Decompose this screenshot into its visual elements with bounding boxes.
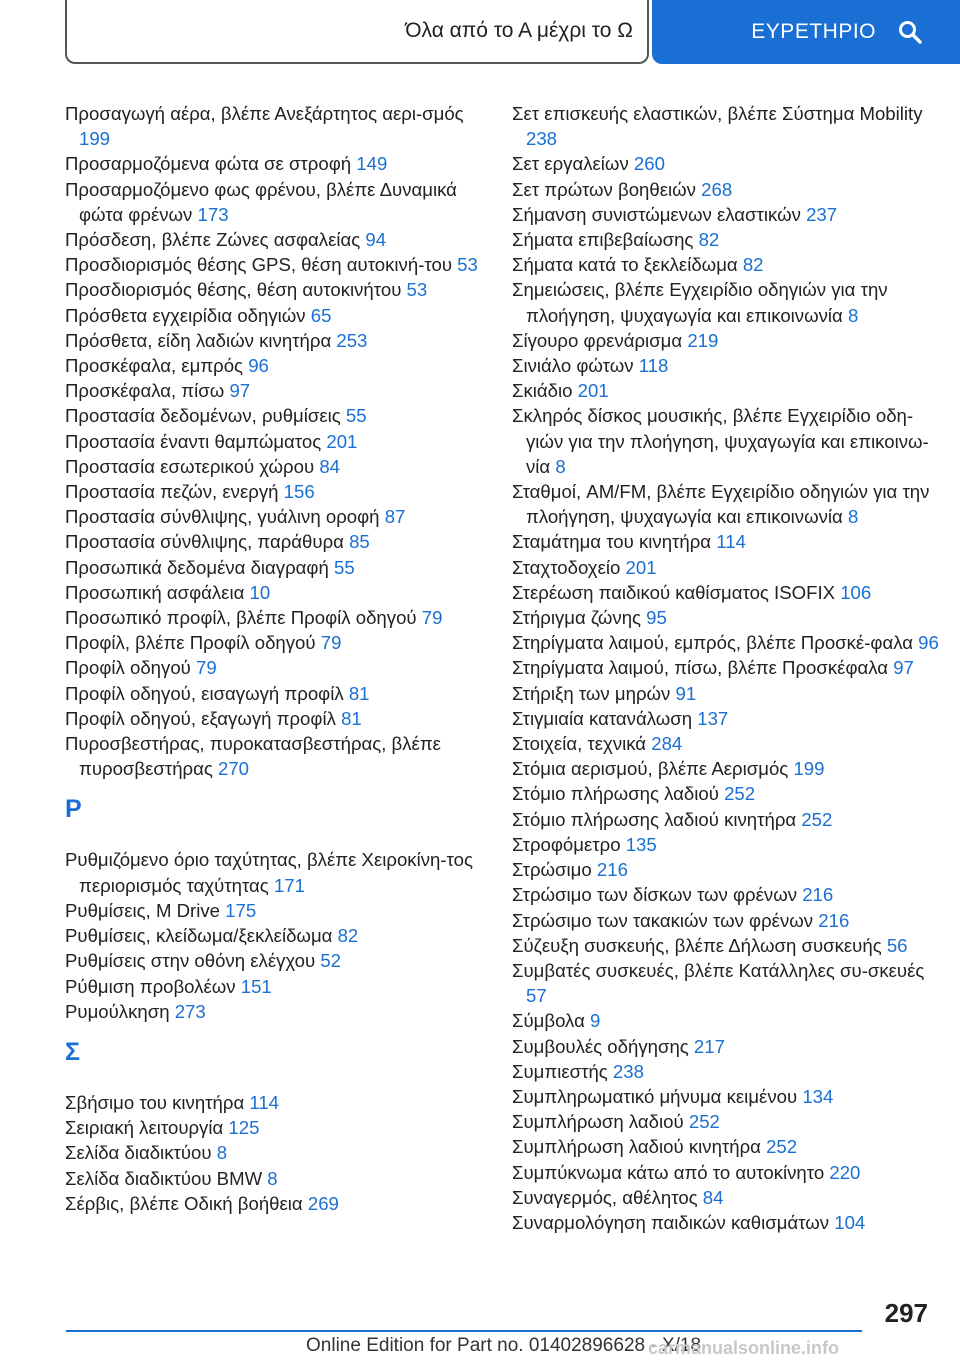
page-link[interactable]: 97 — [893, 657, 914, 679]
page-link[interactable]: 10 — [249, 581, 271, 603]
index-entry — [512, 807, 942, 832]
page-link[interactable]: 252 — [688, 1111, 720, 1133]
index-entry — [512, 1160, 942, 1185]
page-link[interactable]: 55 — [345, 405, 367, 427]
page-link[interactable]: 135 — [625, 833, 657, 855]
page-link[interactable]: 57 — [526, 985, 547, 1007]
index-entry-term: Προφίλ, βλέπε Προφίλ οδηγού — [65, 632, 316, 654]
page-link[interactable]: 81 — [348, 682, 370, 704]
index-entry — [65, 923, 490, 948]
index-entry — [512, 882, 942, 907]
page-link[interactable]: 8 — [216, 1142, 228, 1164]
page-link[interactable]: 201 — [326, 430, 358, 452]
tab-a-to-z[interactable] — [65, 0, 649, 64]
index-entry — [65, 403, 490, 428]
index-entry — [65, 151, 490, 176]
index-entry — [65, 479, 490, 504]
index-entry-term: Σετ πρώτων βοηθειών — [512, 178, 696, 200]
index-entry — [512, 605, 942, 630]
index-entry-term: Συναγερμός, αθέλητος — [512, 1186, 698, 1208]
index-column-right — [512, 101, 942, 1235]
index-entry-term: Συμπλήρωση λαδιού — [512, 1111, 684, 1133]
page-link[interactable]: 125 — [228, 1117, 260, 1139]
page-link[interactable]: 8 — [847, 304, 859, 326]
index-entry — [65, 974, 490, 999]
index-entry-term: Συναρμολόγηση παιδικών καθισμάτων — [512, 1211, 830, 1233]
page-link[interactable]: 238 — [526, 128, 558, 150]
page-link[interactable]: 199 — [79, 128, 111, 150]
page-link[interactable]: 173 — [197, 203, 229, 225]
page-link[interactable]: 217 — [693, 1035, 725, 1057]
page-link[interactable]: 79 — [196, 657, 217, 679]
page-link[interactable]: 216 — [802, 884, 834, 906]
index-entry — [512, 1084, 942, 1109]
index-entry-term: Ρυμούλκηση — [65, 1000, 170, 1022]
page-link[interactable]: 137 — [697, 707, 729, 729]
page-link[interactable]: 91 — [675, 682, 697, 704]
page-link[interactable]: 151 — [240, 975, 272, 997]
index-entry-term: Σήματα κατά το ξεκλείδωμα — [512, 254, 738, 276]
page-link[interactable]: 199 — [793, 758, 825, 780]
page-link[interactable]: 8 — [847, 506, 859, 528]
index-entry — [65, 999, 490, 1024]
index-entry-term: Συμπύκνωμα κάτω από το αυτοκίνητο — [512, 1161, 825, 1183]
index-entry-term: Στόμια αερισμού, βλέπε Αερισμός — [512, 758, 789, 780]
index-entry-term: Στήριγμα ζώνης — [512, 607, 641, 629]
page-link[interactable]: 171 — [273, 874, 305, 896]
index-entry — [512, 756, 942, 781]
index-entry — [65, 605, 490, 630]
page-link[interactable]: 273 — [174, 1000, 206, 1022]
index-entry-term: Προσωπικά δεδομένα διαγραφή — [65, 556, 329, 578]
index-entry-term: Προσαγωγή αέρα, βλέπε Ανεξάρτητος αερι‐σμός — [65, 103, 464, 124]
index-entry-term: Στερέωση παιδικού καθίσματος ISOFIX — [512, 581, 836, 603]
index-entry-term: Προσδιορισμός θέσης GPS, θέση αυτοκινή‐του — [65, 254, 452, 276]
index-entry-term: Σκιάδιο — [512, 380, 573, 402]
index-entry — [512, 555, 942, 580]
index-entry — [512, 630, 942, 655]
index-entry — [65, 303, 490, 328]
index-entry — [65, 529, 490, 554]
index-entry-term: Πρόσθετα, είδη λαδιών κινητήρα — [65, 329, 332, 351]
page-link[interactable]: 96 — [248, 355, 269, 377]
index-entry-term: Σταθμοί, AM/FM, βλέπε Εγχειρίδιο οδηγιών για την πλοήγηση, ψυχαγωγία και επικοινωνία — [512, 481, 930, 528]
index-entry-term: Προστασία πεζών, ενεργή — [65, 481, 279, 503]
index-entry-term: Σειριακή λειτουργία — [65, 1117, 224, 1139]
index-entry — [512, 227, 942, 252]
index-entry-term: Στρώσιμο — [512, 859, 592, 881]
page-link[interactable]: 252 — [724, 783, 756, 805]
index-entry-term: Ρυθμίσεις, κλείδωμα/ξεκλείδωμα — [65, 925, 333, 947]
page-link[interactable]: 79 — [320, 632, 342, 654]
page-link[interactable]: 9 — [590, 1010, 601, 1032]
index-entry-term: Προσκέφαλα, εμπρός — [65, 355, 244, 377]
page-link[interactable]: 175 — [225, 899, 257, 921]
index-entry — [65, 504, 490, 529]
page-link[interactable]: 268 — [701, 178, 733, 200]
index-entry — [512, 958, 942, 1008]
page-link[interactable]: 260 — [633, 153, 665, 175]
page-link[interactable]: 270 — [218, 758, 250, 780]
index-entry-term: Συμπλήρωση λαδιού κινητήρα — [512, 1136, 761, 1158]
index-entry-term: Σήματα επιβεβαίωσης — [512, 229, 694, 251]
index-entry-term: Σινιάλο φώτων — [512, 355, 634, 377]
search-icon[interactable] — [898, 20, 922, 44]
index-entry — [512, 580, 942, 605]
index-entry-term: Ρυθμίσεις, M Drive — [65, 899, 220, 921]
watermark-text: carmanualsonline.info — [648, 1338, 840, 1358]
page-link[interactable]: 149 — [356, 153, 388, 175]
edition-footer: Online Edition for Part no. 01402896628 - X/18 — [306, 1335, 702, 1356]
page-link[interactable]: 79 — [421, 607, 443, 629]
page-link[interactable]: 65 — [310, 304, 332, 326]
index-entry — [65, 227, 490, 252]
index-entry — [512, 933, 942, 958]
tab-a-to-z-label: Όλα από το Α μέχρι το Ω — [405, 19, 633, 42]
index-entry-term: Στήριξη των μηρών — [512, 682, 671, 704]
tab-index[interactable] — [652, 0, 960, 64]
page-link[interactable]: 219 — [687, 329, 719, 351]
page-link[interactable]: 201 — [577, 380, 609, 402]
index-entry — [65, 948, 490, 973]
index-entry-term: Στοιχεία, τεχνικά — [512, 733, 647, 755]
index-entry-term: Προσωπικό προφίλ, βλέπε Προφίλ οδηγού — [65, 607, 417, 629]
index-entry-term: Σελίδα διαδικτύου — [65, 1142, 212, 1164]
index-entry-term: Στιγμιαία κατανάλωση — [512, 707, 693, 729]
index-entry-term: Στηρίγματα λαιμού, πίσω, βλέπε Προσκέφαλα — [512, 657, 889, 679]
index-entry — [65, 580, 490, 605]
section-letter: Σ — [65, 1037, 81, 1066]
page-link[interactable]: 84 — [319, 455, 341, 477]
page-link[interactable]: 56 — [886, 934, 908, 956]
index-entry — [65, 847, 490, 897]
index-entry — [512, 908, 942, 933]
index-entry-term: Σελίδα διαδικτύου BMW — [65, 1167, 263, 1189]
index-entry — [65, 101, 490, 151]
index-entry — [512, 832, 942, 857]
index-entry-term: Σήμανση συνιστώμενων ελαστικών — [512, 203, 801, 225]
index-entry — [512, 529, 942, 554]
page-link[interactable]: 238 — [612, 1060, 644, 1082]
index-entry-term: Πυροσβεστήρας, πυροκατασβεστήρας, βλέπε πυροσβεστήρας — [65, 733, 441, 780]
index-entry-term: Προσωπική ασφάλεια — [65, 581, 245, 603]
index-entry-term: Προστασία εσωτερικού χώρου — [65, 455, 315, 477]
page-link[interactable]: 216 — [818, 909, 850, 931]
index-entry — [65, 1090, 490, 1115]
index-entry-term: Στρώσιμο των δίσκων των φρένων — [512, 884, 798, 906]
index-entry-term: Προφίλ οδηγού, εισαγωγή προφίλ — [65, 682, 344, 704]
index-entry — [512, 101, 942, 151]
index-entry-term: Πρόσδεση, βλέπε Ζώνες ασφαλείας — [65, 229, 361, 251]
index-entry-term: Στροφόμετρο — [512, 833, 621, 855]
page-link[interactable]: 55 — [334, 556, 355, 578]
page-link[interactable]: 106 — [840, 581, 872, 603]
page-link[interactable]: 104 — [834, 1211, 866, 1233]
index-entry-term: Στόμιο πλήρωσης λαδιού — [512, 783, 719, 805]
index-entry — [65, 1166, 490, 1191]
index-entry — [512, 277, 942, 327]
page-link[interactable]: 53 — [457, 254, 478, 276]
index-entry — [65, 252, 490, 277]
index-entry — [512, 353, 942, 378]
index-entry-term: Σίγουρο φρενάρισμα — [512, 329, 683, 351]
page-link[interactable]: 53 — [406, 279, 428, 301]
index-entry — [512, 1034, 942, 1059]
page-link[interactable]: 269 — [307, 1192, 339, 1214]
index-entry — [65, 277, 490, 302]
index-entry-term: Προσαρμοζόμενο φως φρένου, βλέπε Δυναμικά φώτα φρένων — [65, 178, 457, 225]
page-link[interactable]: 220 — [829, 1161, 861, 1183]
page-link[interactable]: 85 — [349, 531, 370, 553]
index-entry — [65, 555, 490, 580]
page-link[interactable]: 8 — [555, 455, 566, 477]
page-link[interactable]: 216 — [596, 859, 628, 881]
index-entry — [65, 630, 490, 655]
page-link[interactable]: 82 — [742, 254, 764, 276]
index-entry — [512, 1008, 942, 1033]
index-entry — [65, 454, 490, 479]
index-entry — [512, 1185, 942, 1210]
index-entry-term: Ρυθμιζόμενο όριο ταχύτητας, βλέπε Χειροκίνη‐τος περιορισμός ταχύτητας — [65, 849, 473, 896]
index-entry-term: Στρώσιμο των τακακιών των φρένων — [512, 909, 814, 931]
index-entry-term: Προφίλ οδηγού — [65, 657, 191, 679]
page-number: 297 — [884, 1298, 928, 1328]
index-entry-term: Ρύθμιση προβολέων — [65, 975, 236, 997]
page-link[interactable]: 114 — [716, 531, 746, 553]
index-entry — [512, 706, 942, 731]
page-link[interactable]: 82 — [698, 229, 720, 251]
index-entry — [512, 1134, 942, 1159]
index-entry — [512, 781, 942, 806]
index-entry — [512, 151, 942, 176]
index-entry-term: Σταχτοδοχείο — [512, 556, 621, 578]
footer-divider — [66, 1330, 862, 1332]
index-entry-term: Σκληρός δίσκος μουσικής, βλέπε Εγχειρίδιο οδη‐γιών για την πλοήγηση, ψυχαγωγία και επικοινω‐νία — [512, 405, 929, 477]
index-entry-term: Προστασία δεδομένων, ρυθμίσεις — [65, 405, 341, 427]
index-entry — [65, 353, 490, 378]
index-entry-term: Προστασία έναντι θαμπώματος — [65, 430, 322, 452]
index-entry-term: Συμπληρωματικό μήνυμα κειμένου — [512, 1085, 798, 1107]
page-link[interactable]: 8 — [267, 1167, 278, 1189]
index-entry-term: Προστασία σύνθλιψης, παράθυρα — [65, 531, 344, 553]
page-link[interactable]: 253 — [336, 329, 368, 351]
index-entry-term: Σετ εργαλείων — [512, 153, 629, 175]
index-entry — [65, 898, 490, 923]
page-link[interactable]: 252 — [766, 1136, 798, 1158]
index-entry — [512, 681, 942, 706]
index-entry — [65, 655, 490, 680]
index-entry — [512, 731, 942, 756]
page-link[interactable]: 81 — [341, 707, 362, 729]
index-entry — [512, 328, 942, 353]
page-link[interactable]: 94 — [365, 229, 387, 251]
page-link[interactable]: 252 — [801, 808, 833, 830]
page-link[interactable]: 97 — [229, 380, 251, 402]
index-entry-term: Πρόσθετα εγχειρίδια οδηγιών — [65, 304, 306, 326]
page-link[interactable]: 134 — [802, 1085, 834, 1107]
page-link[interactable]: 118 — [638, 355, 669, 377]
page-link[interactable]: 201 — [625, 556, 657, 578]
index-entry-term: Σβήσιμο του κινητήρα — [65, 1091, 245, 1113]
index-entry-term: Συμβουλές οδήγησης — [512, 1035, 689, 1057]
index-entry-term: Στηρίγματα λαιμού, εμπρός, βλέπε Προσκέ‐φαλα — [512, 632, 913, 654]
index-entry — [512, 252, 942, 277]
index-entry — [65, 1140, 490, 1165]
page-link[interactable]: 84 — [702, 1186, 724, 1208]
index-entry — [65, 429, 490, 454]
section-letter: Ρ — [65, 795, 82, 824]
index-entry-term: Προσκέφαλα, πίσω — [65, 380, 225, 402]
tab-index-label: ΕΥΡΕΤΗΡΙΟ — [751, 20, 876, 43]
index-entry — [65, 731, 490, 781]
index-entry — [512, 403, 942, 479]
index-entry — [512, 857, 942, 882]
index-entry-term: Σταμάτημα του κινητήρα — [512, 531, 712, 553]
page-link[interactable]: 87 — [384, 506, 406, 528]
index-entry-term: Συμπιεστής — [512, 1060, 608, 1082]
page-link[interactable]: 284 — [651, 733, 683, 755]
index-entry — [512, 479, 942, 529]
index-entry-term: Προσαρμοζόμενα φώτα σε στροφή — [65, 153, 352, 175]
index-entry — [65, 1191, 490, 1216]
index-entry-term: Σέρβις, βλέπε Οδική βοήθεια — [65, 1192, 303, 1214]
page-link[interactable]: 96 — [918, 632, 939, 654]
index-entry — [65, 681, 490, 706]
index-entry — [512, 378, 942, 403]
index-entry — [512, 1059, 942, 1084]
index-entry-term: Σύμβολα — [512, 1010, 585, 1032]
index-entry — [65, 328, 490, 353]
page-link[interactable]: 52 — [320, 950, 342, 972]
index-entry — [512, 1109, 942, 1134]
page-link[interactable]: 114 — [249, 1091, 280, 1113]
index-entry-term: Σετ επισκευής ελαστικών, βλέπε Σύστημα Mobility — [512, 103, 923, 124]
index-entry-term: Σύζευξη συσκευής, βλέπε Δήλωση συσκευής — [512, 934, 882, 956]
index-entry — [65, 378, 490, 403]
index-entry-term: Συμβατές συσκευές, βλέπε Κατάλληλες συ‐σκευές — [512, 959, 925, 981]
index-entry — [512, 655, 942, 680]
page-link[interactable]: 95 — [646, 607, 667, 629]
index-entry — [65, 177, 490, 227]
index-entry — [512, 1210, 942, 1235]
index-entry-term: Σημειώσεις, βλέπε Εγχειρίδιο οδηγιών για την πλοήγηση, ψυχαγωγία και επικοινωνία — [512, 279, 888, 326]
page-link[interactable]: 237 — [806, 203, 838, 225]
index-entry-term: Ρυθμίσεις στην οθόνη ελέγχου — [65, 950, 316, 972]
index-entry — [512, 202, 942, 227]
index-entry — [512, 177, 942, 202]
index-entry-term: Προστασία σύνθλιψης, γυάλινη οροφή — [65, 506, 380, 528]
page-link[interactable]: 156 — [283, 481, 315, 503]
index-entry-term: Προφίλ οδηγού, εξαγωγή προφίλ — [65, 707, 336, 729]
page-link[interactable]: 82 — [337, 925, 359, 947]
index-entry — [65, 706, 490, 731]
index-entry-term: Στόμιο πλήρωσης λαδιού κινητήρα — [512, 808, 797, 830]
index-column-left — [65, 101, 490, 1216]
index-entry-term: Προσδιορισμός θέσης, θέση αυτοκινήτου — [65, 279, 402, 301]
index-entry — [65, 1115, 490, 1140]
